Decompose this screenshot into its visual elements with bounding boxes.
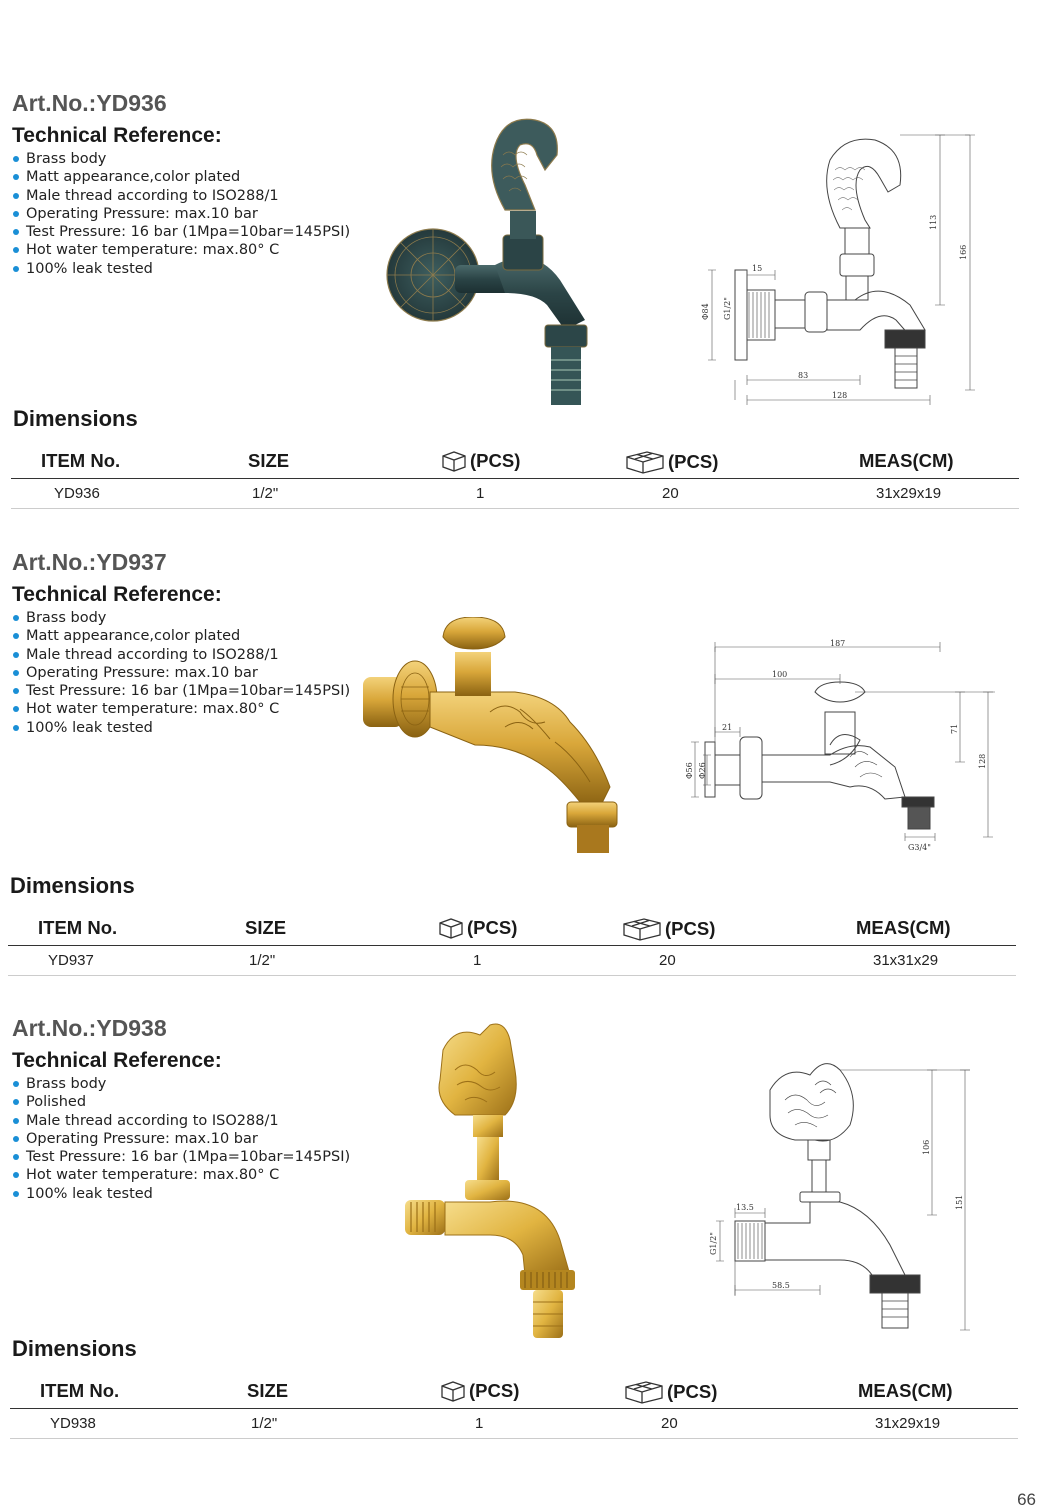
cell-item: YD936 xyxy=(54,485,100,502)
table-row xyxy=(11,479,1019,509)
column-header-carton: (PCS) xyxy=(622,917,715,941)
inner-box-icon xyxy=(441,450,467,472)
bullet-icon xyxy=(13,652,19,658)
bullet-icon xyxy=(13,174,19,180)
column-header-item: ITEM No. xyxy=(38,917,118,938)
list-item: Brass body xyxy=(12,150,350,168)
dimension-label: 113 xyxy=(929,214,938,230)
dimension-label: 106 xyxy=(922,1139,931,1155)
bullet-icon xyxy=(13,670,19,676)
cell-carton: 20 xyxy=(662,485,679,502)
bullet-icon xyxy=(13,706,19,712)
list-item: Brass body xyxy=(12,609,350,627)
table-row xyxy=(8,946,1016,976)
carton-box-icon xyxy=(625,450,665,474)
technical-drawing xyxy=(700,1045,990,1335)
bullet-icon xyxy=(13,633,19,639)
dimension-label: 128 xyxy=(978,753,987,769)
cell-size: 1/2" xyxy=(251,1415,278,1432)
bullet-icon xyxy=(13,688,19,694)
dimensions-title: Dimensions xyxy=(10,873,135,898)
bullet-icon xyxy=(13,725,19,731)
dimensions-title: Dimensions xyxy=(12,1336,137,1361)
dimension-label: G1/2" xyxy=(709,1232,718,1255)
faucet-photo xyxy=(355,617,625,857)
dimension-label: 166 xyxy=(959,244,968,260)
dimension-label: 71 xyxy=(950,723,959,734)
dimension-label: 58.5 xyxy=(772,1281,790,1290)
bullet-icon xyxy=(13,211,19,217)
cell-meas: 31x31x29 xyxy=(873,952,939,969)
technical-reference-title: Technical Reference: xyxy=(12,583,222,606)
faucet-photo xyxy=(395,1020,590,1340)
cell-meas: 31x29x19 xyxy=(876,485,942,502)
cell-inner: 1 xyxy=(476,485,485,502)
page-number: 66 xyxy=(1017,1490,1036,1509)
technical-reference-list xyxy=(12,1075,350,1203)
bullet-icon xyxy=(13,266,19,272)
faucet-photo xyxy=(385,115,595,410)
technical-drawing xyxy=(680,637,1000,862)
inner-box-icon xyxy=(440,1380,466,1402)
bullet-icon xyxy=(13,156,19,162)
dimension-label: 83 xyxy=(798,371,809,380)
dimension-label: 187 xyxy=(830,639,846,648)
cell-meas: 31x29x19 xyxy=(875,1415,941,1432)
bullet-icon xyxy=(13,193,19,199)
dimensions-table xyxy=(11,444,1019,509)
dimension-label: Φ56 xyxy=(685,762,694,779)
dimension-label: Φ26 xyxy=(698,762,707,779)
list-item: 100% leak tested xyxy=(12,719,350,737)
column-header-meas: MEAS(CM) xyxy=(859,450,954,471)
cell-inner: 1 xyxy=(473,952,482,969)
list-item: Operating Pressure: max.10 bar xyxy=(12,664,350,682)
list-item: Hot water temperature: max.80° C xyxy=(12,1166,350,1184)
column-header-carton: (PCS) xyxy=(625,450,718,474)
dimension-label: 13.5 xyxy=(736,1203,754,1212)
list-item: Brass body xyxy=(12,1075,350,1093)
list-item: Operating Pressure: max.10 bar xyxy=(12,205,350,223)
list-item: Matt appearance,color plated xyxy=(12,168,350,186)
technical-drawing xyxy=(700,130,990,410)
technical-reference-list xyxy=(12,609,350,737)
column-header-item: ITEM No. xyxy=(41,450,121,471)
product-section-yd938 xyxy=(0,1015,1040,1475)
column-header-inner-box: (PCS) xyxy=(441,450,520,472)
list-item: Matt appearance,color plated xyxy=(12,627,350,645)
column-header-size: SIZE xyxy=(248,450,290,471)
bullet-icon xyxy=(13,1118,19,1124)
cell-carton: 20 xyxy=(661,1415,678,1432)
table-header xyxy=(8,911,1016,946)
list-item: Hot water temperature: max.80° C xyxy=(12,700,350,718)
cell-inner: 1 xyxy=(475,1415,484,1432)
column-header-item: ITEM No. xyxy=(40,1380,120,1401)
technical-reference-title: Technical Reference: xyxy=(12,124,222,147)
dimension-label: G1/2" xyxy=(723,297,732,320)
bullet-icon xyxy=(13,1172,19,1178)
cell-item: YD937 xyxy=(48,952,94,969)
article-number: Art.No.:YD938 xyxy=(12,1015,167,1041)
bullet-icon xyxy=(13,1136,19,1142)
column-header-carton: (PCS) xyxy=(624,1380,717,1404)
column-header-size: SIZE xyxy=(247,1380,289,1401)
list-item: Test Pressure: 16 bar (1Mpa=10bar=145PSI) xyxy=(12,223,350,241)
technical-reference-list xyxy=(12,150,350,278)
column-header-meas: MEAS(CM) xyxy=(858,1380,953,1401)
column-header-inner-box: (PCS) xyxy=(438,917,517,939)
cell-carton: 20 xyxy=(659,952,676,969)
dimensions-table xyxy=(10,1374,1018,1439)
inner-box-icon xyxy=(438,917,464,939)
dimension-label: G3/4" xyxy=(908,843,931,852)
list-item: Hot water temperature: max.80° C xyxy=(12,241,350,259)
dimensions-table xyxy=(8,911,1016,976)
article-number: Art.No.:YD937 xyxy=(12,549,167,575)
dimension-label: Φ84 xyxy=(701,303,710,320)
list-item: Polished xyxy=(12,1093,350,1111)
cell-size: 1/2" xyxy=(252,485,279,502)
column-header-meas: MEAS(CM) xyxy=(856,917,951,938)
product-section-yd936 xyxy=(0,90,1040,550)
list-item: Male thread according to ISO288/1 xyxy=(12,1112,350,1130)
technical-reference-title: Technical Reference: xyxy=(12,1049,222,1072)
dimension-label: 128 xyxy=(832,391,848,400)
list-item: Test Pressure: 16 bar (1Mpa=10bar=145PSI) xyxy=(12,682,350,700)
bullet-icon xyxy=(13,1099,19,1105)
bullet-icon xyxy=(13,1191,19,1197)
list-item: Male thread according to ISO288/1 xyxy=(12,646,350,664)
bullet-icon xyxy=(13,1154,19,1160)
article-number: Art.No.:YD936 xyxy=(12,90,167,116)
bullet-icon xyxy=(13,247,19,253)
bullet-icon xyxy=(13,1081,19,1087)
column-header-size: SIZE xyxy=(245,917,287,938)
bullet-icon xyxy=(13,615,19,621)
product-section-yd937 xyxy=(0,549,1040,1009)
table-header xyxy=(10,1374,1018,1409)
dimensions-title: Dimensions xyxy=(13,406,138,431)
table-header xyxy=(11,444,1019,479)
list-item: Test Pressure: 16 bar (1Mpa=10bar=145PSI) xyxy=(12,1148,350,1166)
column-header-inner-box: (PCS) xyxy=(440,1380,519,1402)
list-item: Male thread according to ISO288/1 xyxy=(12,187,350,205)
carton-box-icon xyxy=(624,1380,664,1404)
dimension-label: 21 xyxy=(722,723,733,732)
cell-size: 1/2" xyxy=(249,952,276,969)
list-item: 100% leak tested xyxy=(12,260,350,278)
list-item: 100% leak tested xyxy=(12,1185,350,1203)
dimension-label: 100 xyxy=(772,670,788,679)
dimension-label: 15 xyxy=(752,264,763,273)
dimension-label: 151 xyxy=(955,1194,964,1210)
carton-box-icon xyxy=(622,917,662,941)
bullet-icon xyxy=(13,229,19,235)
list-item: Operating Pressure: max.10 bar xyxy=(12,1130,350,1148)
table-row xyxy=(10,1409,1018,1439)
cell-item: YD938 xyxy=(50,1415,96,1432)
